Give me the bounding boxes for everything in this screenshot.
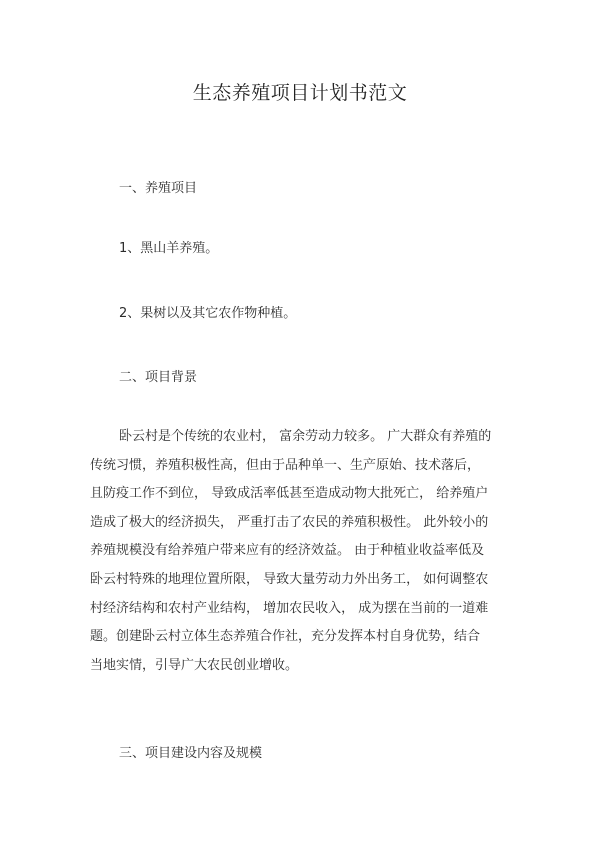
paragraph-line: 卧云村特殊的地理位置所限， 导致大量劳动力外出务工， 如何调整农 <box>90 571 489 587</box>
section-heading-background: 二、项目背景 <box>119 370 198 385</box>
paragraph-line: 当地实情，引导广大农民创业增收。 <box>90 657 299 673</box>
section-heading-breeding-projects: 一、养殖项目 <box>119 181 198 196</box>
paragraph-line: 造成了极大的经济损失， 严重打击了农民的养殖积极性。 此外较小的 <box>90 514 489 530</box>
paragraph-line: 题。创建卧云村立体生态养殖合作社，充分发挥本村自身优势，结合 <box>90 629 481 645</box>
list-item-fruit-trees: 2、果树以及其它农作物种植。 <box>119 306 297 321</box>
paragraph-line: 传统习惯，养殖积极性高，但由于品种单一、生产原始、技术落后， <box>90 457 481 473</box>
section-heading-construction: 三、项目建设内容及规模 <box>119 746 263 761</box>
paragraph-line: 卧云村是个传统的农业村， 富余劳动力较多。 广大群众有养殖的 <box>119 429 492 444</box>
background-paragraph <box>90 427 509 684</box>
paragraph-line: 养殖规模没有给养殖户带来应有的经济效益。 由于种植业收益率低及 <box>90 543 485 559</box>
paragraph-line: 且防疫工作不到位， 导致成活率低甚至造成动物大批死亡， 给养殖户 <box>90 486 489 502</box>
paragraph-line: 村经济结构和农村产业结构， 增加农民收入， 成为摆在当前的一道难 <box>90 600 489 616</box>
document-title: 生态养殖项目计划书范文 <box>192 82 408 104</box>
list-item-black-goat: 1、黑山羊养殖。 <box>119 241 219 256</box>
